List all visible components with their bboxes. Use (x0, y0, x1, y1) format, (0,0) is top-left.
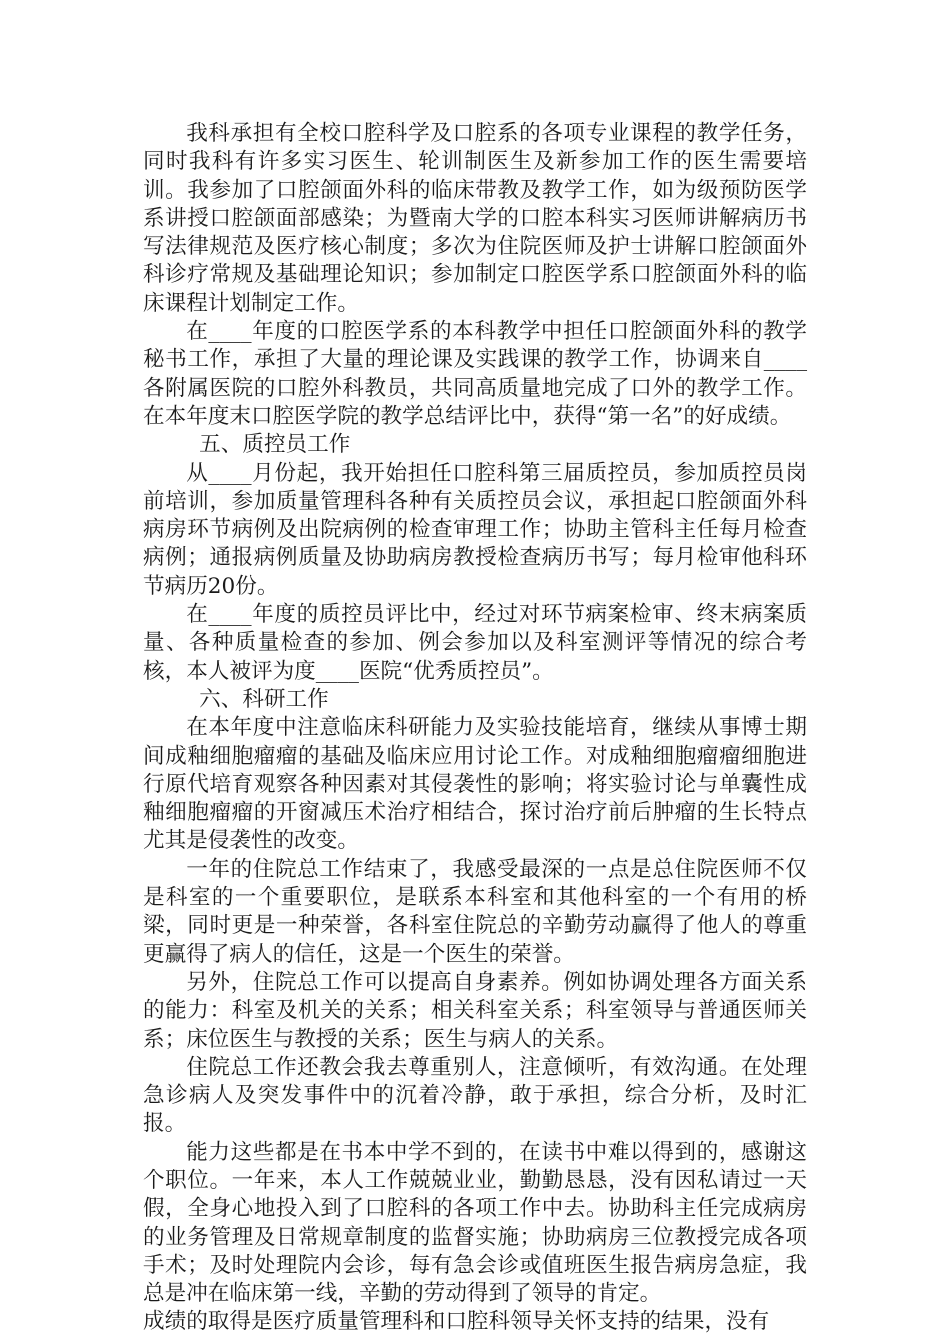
paragraph-resident-reflection: 一年的住院总工作结束了，我感受最深的一点是总住院医师不仅是科室的一个重要职位，是联系本科室和其他科室的一个有用的桥梁，同时更是一种荣誉，各科室住院总的辛勤劳动赢得了他人的尊重更赢得了病人的信任，这是一个医生的荣誉。 (143, 856, 807, 967)
section-heading-research: 六、科研工作 (199, 686, 329, 712)
paragraph-dedication: 能力这些都是在书本中学不到的，在读书中难以得到的，感谢这个职位。一年来，本人工作兢兢业业，勤勤恳恳，没有因私请过一天假，全身心地投入到了口腔科的各项工作中去。协助科主任完成病房的业务管理及日常规章制度的监督实施；协助病房三位教授完成各项手术；及时处理院内会诊，每有急会诊或值班医生报告病房急症，我总是冲在临床第一线，辛勤的劳动得到了领导的肯定。 (143, 1139, 807, 1307)
paragraph-quality-control-work: 从____月份起，我开始担任口腔科第三届质控员，参加质控员岗前培训，参加质量管理科各种有关质控员会议，承担起口腔颌面外科病房环节病例及出院病例的检查审理工作；协助主管科主任每月检查病例；通报病例质量及协助病房教授检查病历书写；每月检审他科环节病历20份。 (143, 460, 807, 599)
document-page (143, 120, 807, 1337)
paragraph-teaching-secretary: 在____年度的口腔医学系的本科教学中担任口腔颌面外科的教学秘书工作，承担了大量的理论课及实践课的教学工作，协调来自____各附属医院的口腔外科教员，共同高质量地完成了口外的教学工作。在本年度末口腔医学院的教学总结评比中，获得“第一名”的好成绩。 (143, 319, 807, 429)
paragraph-teaching-duties: 我科承担有全校口腔科学及口腔系的各项专业课程的教学任务，同时我科有许多实习医生、轮训制医生及新参加工作的医生需要培训。我参加了口腔颌面外科的临床带教及教学工作，如为级预防医学系讲授口腔颌面部感染；为暨南大学的口腔本科实习医师讲解病历书写法律规范及医疗核心制度；多次为住院医师及护士讲解口腔颌面外科诊疗常规及基础理论知识；参加制定口腔医学系口腔颌面外科的临床课程计划制定工作。 (143, 121, 807, 316)
paragraph-self-improvement: 另外，住院总工作可以提高自身素养。例如协调处理各方面关系的能力：科室及机关的关系；相关科室关系；科室领导与普通医师关系；床位医生与教授的关系；医生与病人的关系。 (143, 969, 807, 1052)
paragraph-acknowledgement: 成绩的取得是医疗质量管理科和口腔科领导关怀支持的结果，没有 (143, 1309, 770, 1335)
paragraph-communication: 住院总工作还教会我去尊重别人，注意倾听，有效沟通。在处理急诊病人及突发事件中的沉着冷静，敢于承担，综合分析，及时汇报。 (143, 1054, 807, 1137)
paragraph-research-work: 在本年度中注意临床科研能力及实验技能培育，继续从事博士期间成釉细胞瘤瘤的基础及临床应用讨论工作。对成釉细胞瘤瘤细胞进行原代培育观察各种因素对其侵袭性的影响；将实验讨论与单囊性成釉细胞瘤瘤的开窗减压术治疗相结合，探讨治疗前后肿瘤的生长特点尤其是侵袭性的改变。 (143, 715, 807, 854)
section-heading-quality-control: 五、质控员工作 (199, 432, 351, 458)
paragraph-quality-control-award: 在____年度的质控员评比中，经过对环节病案检审、终末病案质量、各种质量检查的参加、例会参加以及科室测评等情况的综合考核，本人被评为度____医院“优秀质控员”。 (143, 602, 807, 684)
